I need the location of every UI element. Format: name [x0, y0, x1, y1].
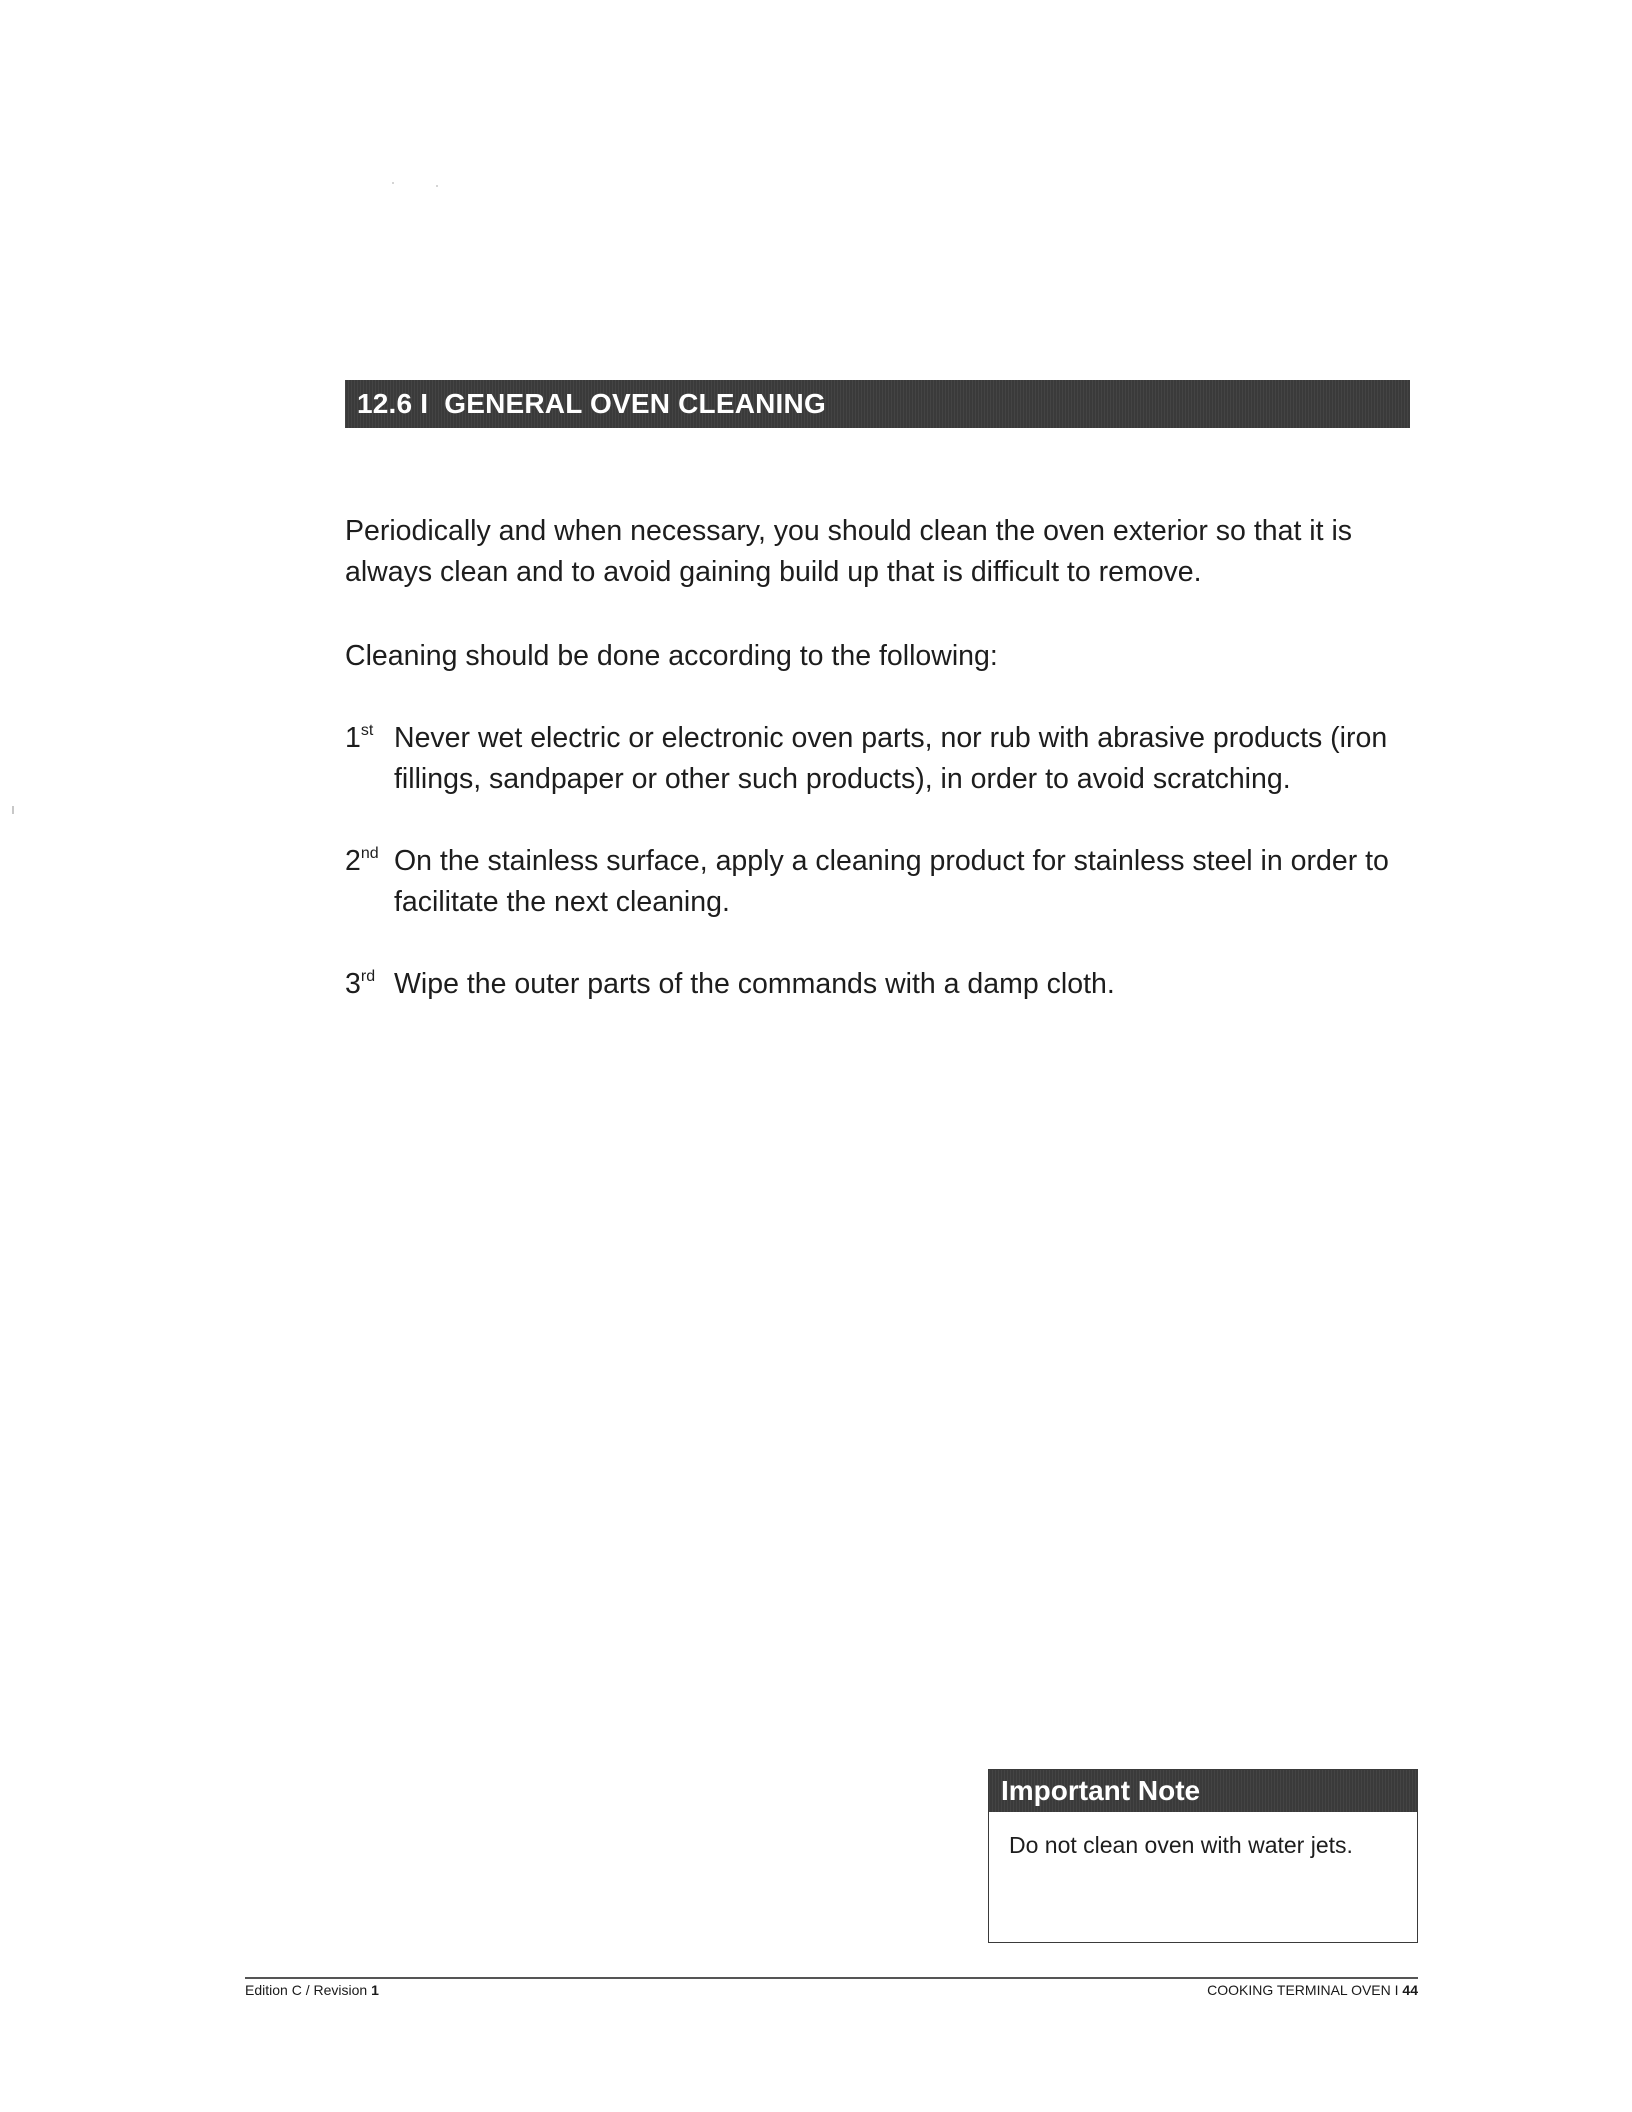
scan-speck	[12, 806, 14, 814]
step-number-value: 2	[345, 845, 361, 877]
footer-edition	[245, 1982, 379, 1998]
scan-speck	[392, 182, 394, 184]
step-number	[345, 718, 395, 759]
lead-paragraph: Cleaning should be done according to the following:	[345, 640, 998, 672]
step-number	[345, 964, 395, 1005]
footer-edition-label: Edition C / Revision	[245, 1982, 372, 1998]
important-note-title: Important Note	[989, 1770, 1417, 1812]
step-text: Wipe the outer parts of the commands with a damp cloth.	[394, 968, 1115, 1000]
footer-doc-title-label: COOKING TERMINAL OVEN I	[1207, 1982, 1403, 1998]
section-title: 12.6 I GENERAL OVEN CLEANING	[357, 388, 826, 419]
scan-speck	[436, 185, 438, 187]
step-text: On the stainless surface, apply a cleaning product for stainless steel in order to facilitate the next cleaning.	[394, 845, 1389, 918]
important-note-box	[988, 1769, 1418, 1943]
step-text: Never wet electric or electronic oven parts, nor rub with abrasive products (iron fillings, sandpaper or other such products), in order to avoid scratching.	[394, 722, 1388, 795]
step-item	[345, 841, 1410, 923]
intro-paragraph: Periodically and when necessary, you should clean the oven exterior so that it is always clean and to avoid gaining build up that is difficult to remove.	[345, 515, 1353, 588]
step-item	[345, 718, 1410, 800]
step-ordinal-suffix: nd	[360, 845, 379, 862]
page-number: 44	[1402, 1982, 1418, 1998]
important-note-text: Do not clean oven with water jets.	[1009, 1832, 1353, 1858]
footer-revision-number: 1	[371, 1982, 379, 1998]
step-number-value: 3	[345, 968, 361, 1000]
step-item	[345, 964, 1410, 1005]
step-number	[345, 841, 395, 882]
footer-divider	[245, 1977, 1418, 1979]
step-ordinal-suffix: rd	[360, 968, 376, 985]
step-number-value: 1	[345, 722, 361, 754]
step-ordinal-suffix: st	[360, 722, 374, 739]
footer-doc-title	[1207, 1982, 1418, 1998]
section-header-bar	[345, 380, 1410, 428]
